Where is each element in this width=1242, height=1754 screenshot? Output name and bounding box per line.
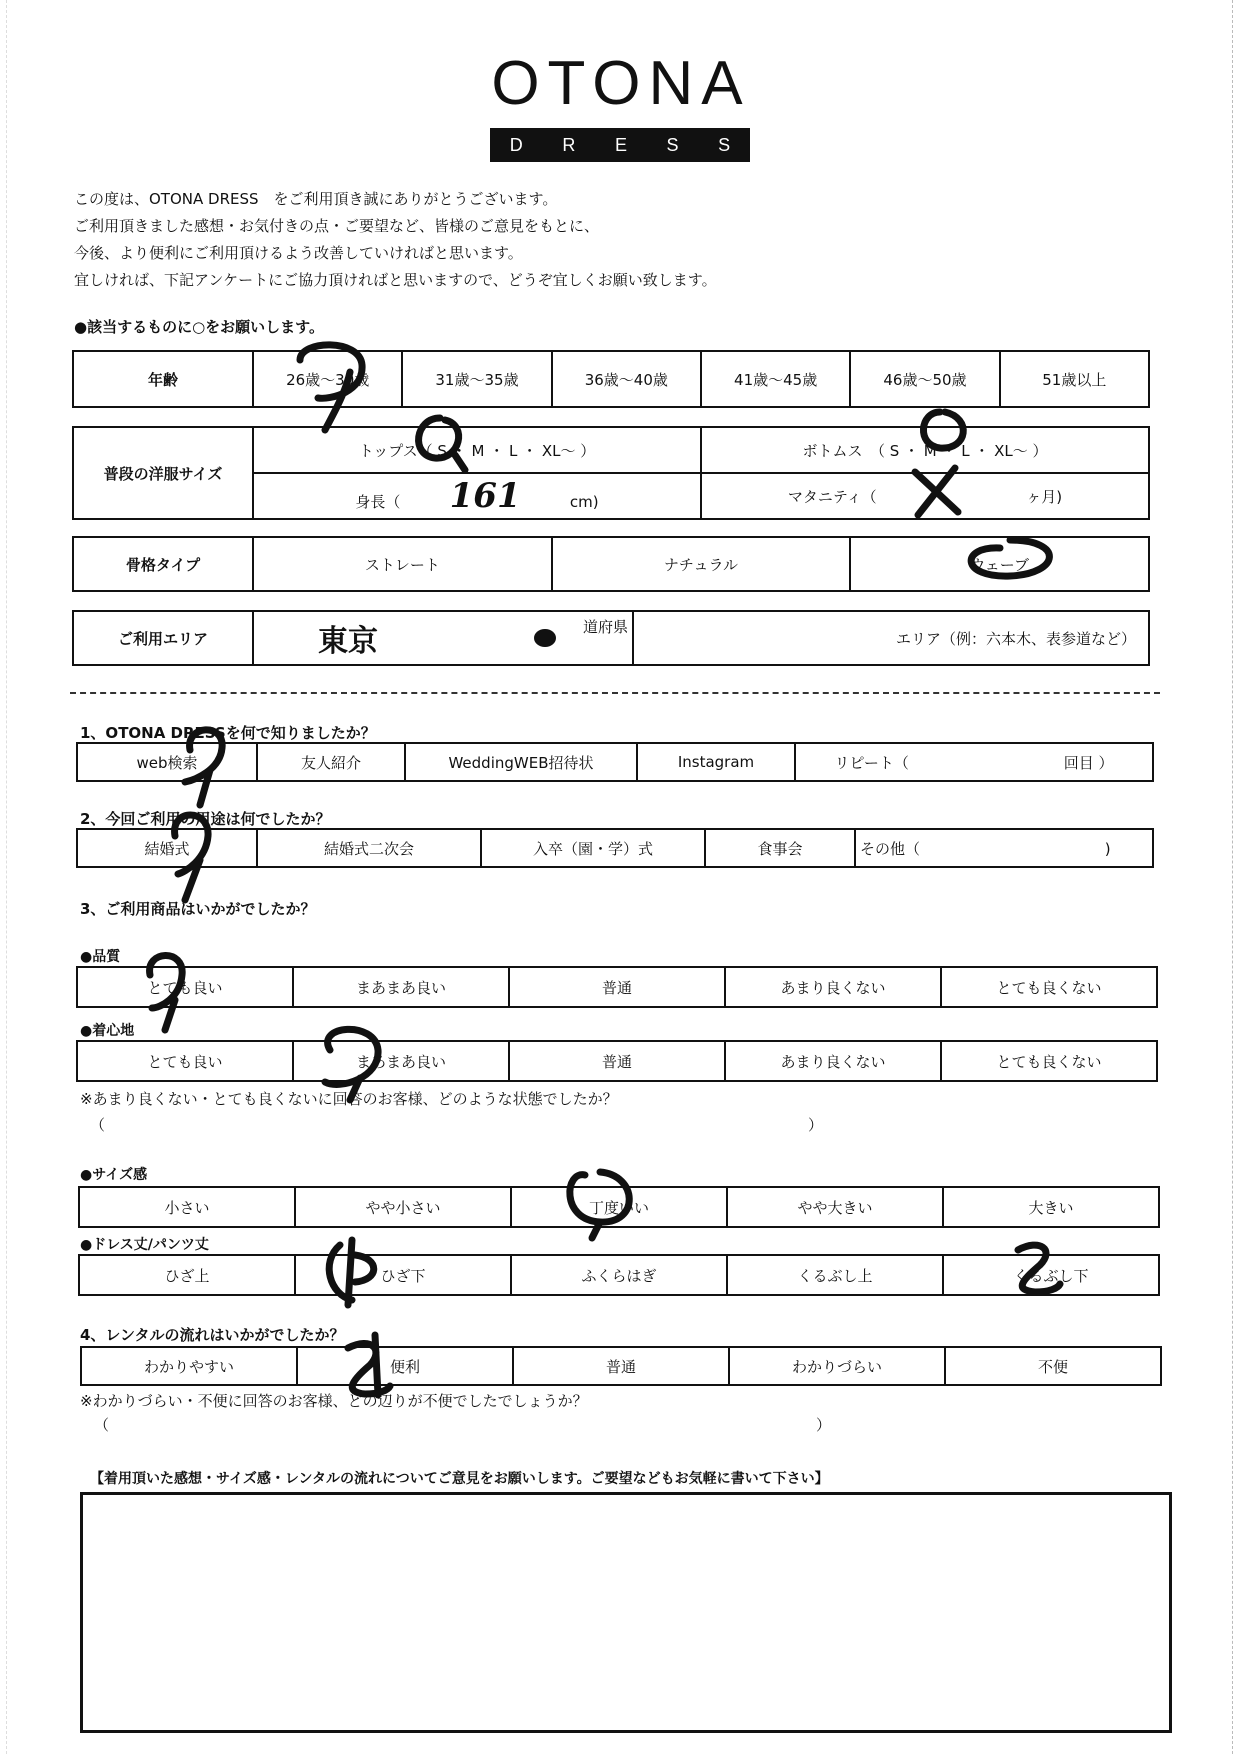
length-option[interactable]: くるぶし上	[727, 1255, 943, 1295]
q4-option[interactable]: 便利	[297, 1347, 513, 1385]
q1-option[interactable]: Instagram	[637, 743, 795, 781]
age-label: 年齢	[73, 351, 253, 407]
intro-line: この度は、OTONA DRESS をご利用頂き誠にありがとうございます。	[74, 190, 558, 208]
fit-option[interactable]: 丁度いい	[511, 1187, 727, 1227]
body-type-option[interactable]: ウェーブ	[850, 537, 1149, 591]
brand-logo: OTONA	[491, 49, 751, 118]
bottoms-size[interactable]: ボトムス （ S ・ M ・ L ・ XL～ ）	[701, 427, 1149, 473]
body-type-label: 骨格タイプ	[73, 537, 253, 591]
q1-option[interactable]: 友人紹介	[257, 743, 405, 781]
comments-title: 【着用頂いた感想・サイズ感・レンタルの流れについてご意見をお願いします。ご要望などもお気軽に書いて下さい】	[90, 1471, 829, 1487]
q2-title: 2、今回ご利用の用途は何でしたか？	[80, 810, 331, 828]
length-option[interactable]: ひざ下	[295, 1255, 511, 1295]
other-label: その他（	[860, 839, 921, 858]
comfort-option[interactable]: まあまあ良い	[293, 1041, 509, 1081]
fit-option[interactable]: やや小さい	[295, 1187, 511, 1227]
age-option[interactable]: 31歳～35歳	[402, 351, 551, 407]
q4-note: ※わかりづらい・不便に回答のお客様、どの辺りが不便でしたでしょうか？	[80, 1392, 588, 1410]
pen-circle-mark	[971, 540, 1049, 576]
q1-option[interactable]: WeddingWEB招待状	[405, 743, 637, 781]
pen-dot-mark	[534, 629, 556, 647]
scan-edge-line	[6, 0, 8, 1754]
quality-option[interactable]: まあまあ良い	[293, 967, 509, 1007]
comfort-paren-open: （	[90, 1116, 106, 1134]
fit-label: ●サイズ感	[80, 1167, 148, 1183]
q2-option[interactable]: 入卒（園・学）式	[481, 829, 705, 867]
q4-option[interactable]: わかりやすい	[81, 1347, 297, 1385]
comfort-option[interactable]: あまり良くない	[725, 1041, 941, 1081]
pen-circle-mark	[570, 1172, 629, 1238]
comfort-option[interactable]: とても良くない	[941, 1041, 1157, 1081]
pen-circle-mark	[300, 345, 362, 430]
comfort-option[interactable]: とても良い	[77, 1041, 293, 1081]
quality-option[interactable]: とても良くない	[941, 967, 1157, 1007]
pen-circle-mark	[923, 412, 963, 448]
pen-circle-mark	[419, 418, 465, 470]
body-type-option[interactable]: ナチュラル	[552, 537, 851, 591]
age-option[interactable]: 46歳～50歳	[850, 351, 999, 407]
maternity-prefix: マタニティ（	[787, 487, 877, 506]
body-type-option[interactable]: ストレート	[253, 537, 552, 591]
q4-paren-close: ）	[816, 1416, 832, 1434]
quality-label: ●品質	[80, 949, 121, 965]
pen-circle-mark	[150, 955, 183, 1030]
pen-circle-mark	[185, 730, 222, 805]
age-option[interactable]: 41歳～45歳	[701, 351, 850, 407]
quality-option[interactable]: 普通	[509, 967, 725, 1007]
intro-line: 宜しければ、下記アンケートにご協力頂ければと思いますので、どうぞ宜しくお願い致します。	[74, 271, 717, 289]
age-option[interactable]: 51歳以上	[1000, 351, 1149, 407]
repeat-suffix: 回目 ）	[1063, 753, 1114, 772]
q4-title: 4、レンタルの流れはいかがでしたか？	[80, 1326, 345, 1344]
pen-cross-mark	[915, 468, 958, 515]
comfort-option[interactable]: 普通	[509, 1041, 725, 1081]
height-prefix: 身長（	[355, 493, 401, 511]
length-option[interactable]: くるぶし下	[943, 1255, 1159, 1295]
q4-option[interactable]: わかりづらい	[729, 1347, 945, 1385]
area-field[interactable]: エリア（例：六本木、表参道など）	[633, 611, 1149, 665]
comfort-paren-close: ）	[808, 1116, 824, 1134]
fit-option[interactable]: やや大きい	[727, 1187, 943, 1227]
q4-paren-open: （	[94, 1416, 110, 1434]
prefecture-suffix: 道府県	[582, 618, 628, 636]
q4-option[interactable]: 不便	[945, 1347, 1161, 1385]
length-option[interactable]: ひざ上	[79, 1255, 295, 1295]
prefecture-value: 東京	[318, 624, 378, 659]
pen-circle-mark	[1018, 1245, 1060, 1292]
pen-circle-mark	[325, 1029, 378, 1100]
intro-line: ご利用頂きました感想・お気付きの点・ご要望など、皆様のご意見をもとに、	[74, 217, 600, 235]
quality-option[interactable]: あまり良くない	[725, 967, 941, 1007]
fit-option[interactable]: 大きい	[943, 1187, 1159, 1227]
length-label: ●ドレス丈/パンツ丈	[80, 1237, 209, 1253]
comfort-note: ※あまり良くない・とても良くないに回答のお客様、どのような状態でしたか？	[80, 1090, 618, 1108]
brand-sub-letter: S	[718, 134, 731, 155]
brand-sub-letter: R	[562, 134, 576, 155]
comfort-label: ●着心地	[80, 1023, 135, 1039]
age-option[interactable]: 36歳～40歳	[552, 351, 701, 407]
other-close: )	[1104, 839, 1111, 858]
height-suffix: cm)	[569, 493, 599, 511]
q2-option[interactable]: 食事会	[705, 829, 855, 867]
fit-option[interactable]: 小さい	[79, 1187, 295, 1227]
q3-title: 3、ご利用商品はいかがでしたか？	[80, 900, 316, 918]
brand-sub-letter: D	[509, 134, 523, 155]
tops-size[interactable]: トップス（ S ・ M ・ L ・ XL～ ）	[253, 427, 701, 473]
age-option[interactable]: 26歳～30歳	[253, 351, 402, 407]
brand-sub-letter: E	[614, 134, 627, 155]
brand-sub-letter: S	[666, 134, 679, 155]
q2-option[interactable]: 結婚式二次会	[257, 829, 481, 867]
length-option[interactable]: ふくらはぎ	[511, 1255, 727, 1295]
q2-option[interactable]: 結婚式	[77, 829, 257, 867]
scan-edge-line	[1232, 0, 1234, 1754]
q1-title: 1、OTONA DRESSを何で知りましたか？	[80, 724, 376, 742]
profile-heading: ●該当するものに○をお願いします。	[74, 318, 324, 336]
pen-circle-mark	[175, 815, 209, 900]
pen-circle-mark	[329, 1240, 374, 1305]
size-label: 普段の洋服サイズ	[73, 427, 253, 519]
repeat-label: リピート（	[834, 753, 909, 772]
intro-line: 今後、より便利にご利用頂けるよう改善していければと思います。	[74, 244, 523, 262]
height-value: 161	[449, 476, 521, 516]
area-label: ご利用エリア	[73, 611, 253, 665]
pen-circle-mark	[348, 1335, 390, 1395]
q4-option[interactable]: 普通	[513, 1347, 729, 1385]
maternity-suffix: ヶ月)	[1026, 487, 1063, 506]
q1-option[interactable]: web検索	[77, 743, 257, 781]
quality-option[interactable]: とても良い	[77, 967, 293, 1007]
